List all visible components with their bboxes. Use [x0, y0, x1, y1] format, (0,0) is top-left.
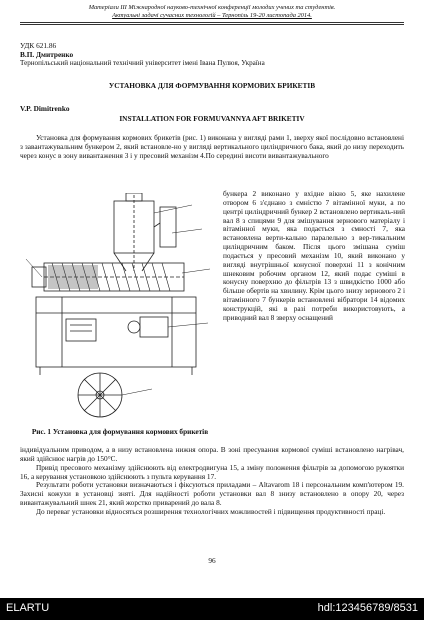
header-rule [20, 22, 404, 23]
running-header [20, 4, 404, 20]
footer-repository-name: ELARTU [6, 602, 50, 614]
body-text [20, 446, 404, 517]
paragraph: До переваг установки відносяться розширення технологічних можливостей і підвищення продуктивності праці. [36, 506, 386, 516]
right-column-text: бункера 2 виконано у вхідне вікно 5, яке нахилене отвором 6 з'єднано з ємністю 7 вітамінної муки, а по центрі циліндричний бункер 2 встановлено вертикаль-ний вал 8 з спицями 9 для змішування зернового матеріалу і вітамінної муки, яка подається з ємності 7, яка встановлена верти-кально паралельно з вер-тикальним циліндричним баком. Після цього змішана суміш подається у пресовий механізм 10, який виконано у вигляді внутрішньої конусної поверхні 11 з конічним шнековим робочим органом 12, який подає суміші в конусну поверхню до фільтрів 13 з швидкістю 1000 або більше обертів на хвилину. Крім цього знизу зернового 2 і вітамінного 7 бункерів встановлені вібратори 14 відомих конструкцій, які в разі потреби використовують, а приводний вал 8 зверху оснащений [223, 189, 405, 322]
author-ua: В.П. Дмитренко [20, 50, 74, 59]
figure-caption: Рис. 1 Установка для формування кормових брикетів [31, 427, 209, 436]
intro-text: Установка для формування кормових брикетів (рис. 1) виконана у вигляді рами 1, зверху якої послідовно встановлені з завантажувальним бункером 2, який встановле-но у вигляді вертикального циліндричного бака, який до низу переходить через конус в зону вивантаження 3 і у пресовий механізм 4.По середині висоти вивантажувального [20, 133, 404, 160]
intro-paragraph [20, 134, 404, 161]
vitamin-container [160, 207, 176, 247]
page-number: 96 [208, 556, 216, 565]
control-panel [66, 319, 96, 341]
title-en: INSTALLATION FOR FORMUVANNYA AFT BRIKETIV [119, 114, 305, 123]
paragraph: Привід пресового механізму здійснюють від електродвигуна 15, а зміну положення фільтрів за допомогою рукоятки 16, а керування установкою здійснюють з пульта керування 17. [20, 462, 404, 481]
continuation-text: індивідуальним приводом, а в низу встановлена нижня опора. В зоні пресування кормової суміші встановлено нагрівач, який здійснює нагрів до 150°С. [20, 445, 404, 463]
affiliation: Тернопільський національний технічний університет імені Івана Пулюя, Україна [20, 59, 265, 67]
header-line-1: Матеріали ІІІ Міжнародної науково-технічної конференції молодих учених та студентів. [88, 4, 336, 11]
udk-code: УДК 621.86 [20, 41, 57, 50]
paragraph: Результати роботи установки визначаються і фіксуються приладами – Altavarom 18 і персональним комп'ютером 19. Захисні кожухи в установці зняті. Для надійності роботи установки вал 8 знизу встановлено в опору 20, через вивантажувальний шнек 21, який жорстко приварений до вала 8. [20, 480, 404, 508]
title-ua: УСТАНОВКА ДЛЯ ФОРМУВАННЯ КОРМОВИХ БРИКЕТІВ [108, 81, 316, 90]
repository-footer [0, 598, 424, 620]
author-en: V.P. Dimitrenko [20, 104, 70, 113]
footer-handle: hdl:123456789/8531 [317, 602, 418, 614]
installation-figure [22, 193, 217, 421]
motor [140, 317, 168, 337]
header-line-2: Актуальні задачі сучасних технологій – Тернопіль 19-20 листопада 2014. [112, 12, 312, 19]
header-rule-thin [20, 24, 404, 25]
